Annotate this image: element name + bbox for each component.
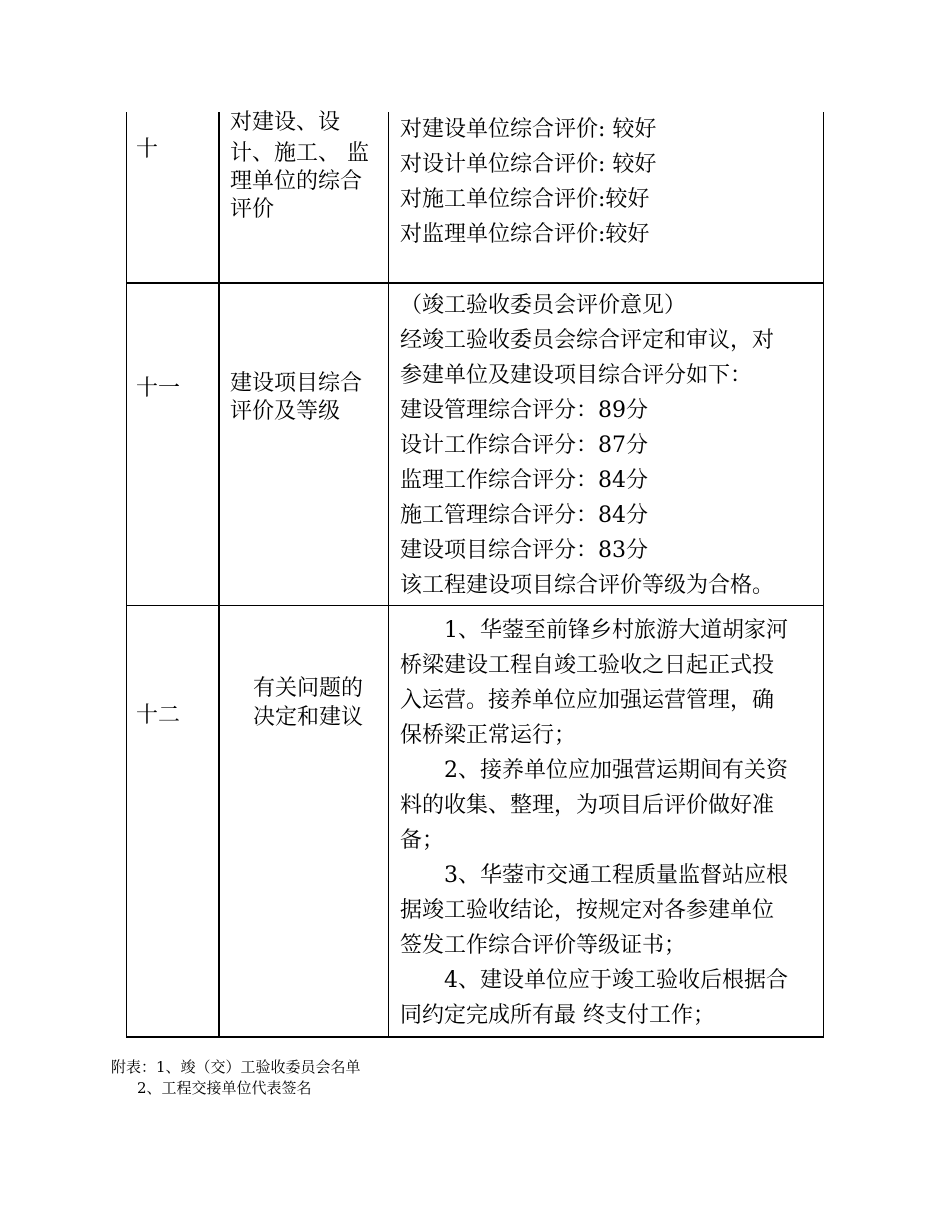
- content-line: 对建设单位综合评价: 较好: [400, 117, 657, 142]
- content-line: 入运营。接养单位应加强运营管理，确: [400, 688, 775, 713]
- item-line: 决定和建议: [253, 705, 364, 730]
- table-divider-col1: [218, 112, 220, 1038]
- table-divider-col2: [388, 112, 389, 1038]
- content-line: 参建单位及建设项目综合评分如下：: [400, 363, 753, 388]
- item-line: 评价: [230, 197, 275, 222]
- content-line: 1、华蓥至前锋乡村旅游大道胡家河: [444, 618, 788, 643]
- content-line: 对监理单位综合评价:较好: [400, 222, 650, 247]
- row-number: 十: [136, 137, 159, 162]
- content-line: 保桥梁正常运行；: [400, 723, 577, 748]
- row-number: 十二: [136, 703, 181, 728]
- content-line: 桥梁建设工程自竣工验收之日起正式投: [400, 653, 775, 678]
- content-line: 3、华蓥市交通工程质量监督站应根: [444, 863, 788, 888]
- row-divider-2: [126, 605, 824, 606]
- item-line: 对建设、设: [230, 110, 341, 135]
- item-line: 理单位的综合: [230, 169, 363, 194]
- row-divider-1: [126, 282, 824, 284]
- item-line: 建设项目综合: [230, 371, 363, 396]
- content-line: 料的收集、整理，为项目后评价做好准: [400, 793, 775, 818]
- content-line: 签发工作综合评价等级证书；: [400, 933, 687, 958]
- table-border-left: [126, 112, 127, 1038]
- content-line: 建设项目综合评分：83分: [400, 538, 648, 563]
- item-line: 有关问题的: [253, 676, 364, 701]
- content-line: 据竣工验收结论，按规定对各参建单位: [400, 898, 775, 923]
- content-line: （竣工验收委员会评价意见）: [400, 293, 687, 318]
- content-line: 2、接养单位应加强营运期间有关资: [444, 758, 788, 783]
- row-number: 十一: [136, 376, 181, 401]
- content-line: 4、建设单位应于竣工验收后根据合: [444, 968, 788, 993]
- content-line: 备；: [400, 828, 445, 853]
- appendix-note: 2、工程交接单位代表签名: [137, 1079, 312, 1097]
- table-border-bottom: [126, 1036, 824, 1038]
- content-line: 经竣工验收委员会综合评定和审议，对: [400, 328, 775, 353]
- content-line: 对设计单位综合评价: 较好: [400, 152, 657, 177]
- content-line: 监理工作综合评分：84分: [400, 468, 648, 493]
- content-line: 该工程建设项目综合评价等级为合格。: [400, 573, 775, 598]
- content-line: 建设管理综合评分：89分: [400, 398, 648, 423]
- appendix-note: 附表：1、竣（交）工验收委员会名单: [111, 1058, 361, 1076]
- item-line: 计、施工、 监: [230, 141, 369, 166]
- content-line: 同约定完成所有最 终支付工作；: [400, 1003, 715, 1028]
- content-line: 对施工单位综合评价:较好: [400, 187, 650, 212]
- content-line: 设计工作综合评分：87分: [400, 433, 648, 458]
- item-line: 评价及等级: [230, 399, 341, 424]
- content-line: 施工管理综合评分：84分: [400, 503, 648, 528]
- table-border-right: [823, 112, 824, 1038]
